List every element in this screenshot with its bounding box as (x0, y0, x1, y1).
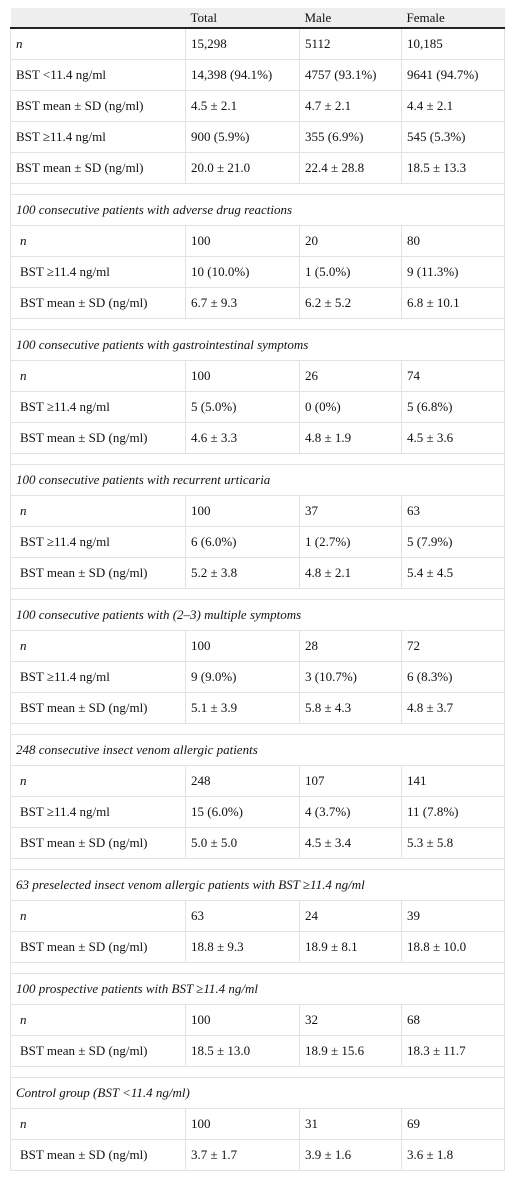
row-label: n (11, 1108, 186, 1139)
cell-male: 107 (300, 765, 402, 796)
cell-male: 26 (300, 360, 402, 391)
cell-total: 10 (10.0%) (186, 256, 300, 287)
cell-female: 5.4 ± 4.5 (402, 557, 505, 588)
header-male: Male (300, 8, 402, 28)
cell-male: 18.9 ± 15.6 (300, 1035, 402, 1066)
section-title: Control group (BST <11.4 ng/ml) (11, 1077, 505, 1108)
section-heading-row (11, 1077, 505, 1108)
spacer-row (11, 453, 505, 464)
cell-female: 39 (402, 900, 505, 931)
cell-female: 72 (402, 630, 505, 661)
table-row (11, 287, 505, 318)
table-row (11, 495, 505, 526)
table-row (11, 526, 505, 557)
cell-female: 68 (402, 1004, 505, 1035)
cell-total: 6 (6.0%) (186, 526, 300, 557)
table-row (11, 121, 505, 152)
spacer-row (11, 962, 505, 973)
cell-total: 5.2 ± 3.8 (186, 557, 300, 588)
table-row (11, 59, 505, 90)
cell-female: 9641 (94.7%) (402, 59, 505, 90)
data-table (10, 8, 505, 1171)
cell-total: 6.7 ± 9.3 (186, 287, 300, 318)
section-heading-row (11, 734, 505, 765)
spacer-cell (11, 318, 505, 329)
cell-total: 5.0 ± 5.0 (186, 827, 300, 858)
table-row (11, 1139, 505, 1170)
table-row (11, 256, 505, 287)
cell-female: 80 (402, 225, 505, 256)
section-title: 100 prospective patients with BST ≥11.4 ng/ml (11, 973, 505, 1004)
table-row (11, 152, 505, 183)
spacer-row (11, 318, 505, 329)
cell-male: 3.9 ± 1.6 (300, 1139, 402, 1170)
cell-male: 1 (5.0%) (300, 256, 402, 287)
row-label: BST mean ± SD (ng/ml) (11, 422, 186, 453)
section-title: 100 consecutive patients with gastrointestinal symptoms (11, 329, 505, 360)
table-row (11, 1004, 505, 1035)
table-row (11, 796, 505, 827)
spacer-cell (11, 1066, 505, 1077)
header-blank (11, 8, 186, 28)
cell-female: 6 (8.3%) (402, 661, 505, 692)
table-row (11, 765, 505, 796)
cell-total: 14,398 (94.1%) (186, 59, 300, 90)
table-row (11, 90, 505, 121)
table-row (11, 630, 505, 661)
spacer-row (11, 858, 505, 869)
section-title: 100 consecutive patients with adverse drug reactions (11, 194, 505, 225)
cell-male: 28 (300, 630, 402, 661)
spacer-row (11, 723, 505, 734)
section-heading-row (11, 329, 505, 360)
cell-male: 4 (3.7%) (300, 796, 402, 827)
section-title: 100 consecutive patients with recurrent urticaria (11, 464, 505, 495)
row-label: n (11, 765, 186, 796)
section-heading-row (11, 464, 505, 495)
cell-total: 20.0 ± 21.0 (186, 152, 300, 183)
row-label: BST <11.4 ng/ml (11, 59, 186, 90)
cell-male: 31 (300, 1108, 402, 1139)
cell-total: 100 (186, 630, 300, 661)
cell-total: 100 (186, 495, 300, 526)
cell-total: 15,298 (186, 28, 300, 59)
cell-total: 4.6 ± 3.3 (186, 422, 300, 453)
cell-male: 4.8 ± 1.9 (300, 422, 402, 453)
header-row (11, 8, 505, 28)
cell-female: 18.8 ± 10.0 (402, 931, 505, 962)
cell-total: 9 (9.0%) (186, 661, 300, 692)
cell-female: 3.6 ± 1.8 (402, 1139, 505, 1170)
table-row (11, 225, 505, 256)
cell-female: 4.5 ± 3.6 (402, 422, 505, 453)
table-row (11, 28, 505, 59)
row-label: n (11, 495, 186, 526)
cell-male: 4.5 ± 3.4 (300, 827, 402, 858)
cell-female: 69 (402, 1108, 505, 1139)
row-label: n (11, 28, 186, 59)
cell-female: 4.8 ± 3.7 (402, 692, 505, 723)
cell-male: 5.8 ± 4.3 (300, 692, 402, 723)
cell-total: 18.8 ± 9.3 (186, 931, 300, 962)
cell-total: 100 (186, 1108, 300, 1139)
spacer-cell (11, 723, 505, 734)
row-label: BST ≥11.4 ng/ml (11, 661, 186, 692)
cell-total: 63 (186, 900, 300, 931)
cell-female: 4.4 ± 2.1 (402, 90, 505, 121)
cell-total: 18.5 ± 13.0 (186, 1035, 300, 1066)
cell-female: 5 (7.9%) (402, 526, 505, 557)
table-row (11, 931, 505, 962)
spacer-cell (11, 588, 505, 599)
row-label: n (11, 1004, 186, 1035)
cell-female: 18.5 ± 13.3 (402, 152, 505, 183)
cell-male: 1 (2.7%) (300, 526, 402, 557)
row-label: BST mean ± SD (ng/ml) (11, 931, 186, 962)
table-row (11, 1108, 505, 1139)
table-row (11, 692, 505, 723)
cell-male: 0 (0%) (300, 391, 402, 422)
spacer-cell (11, 183, 505, 194)
table-row (11, 422, 505, 453)
cell-female: 10,185 (402, 28, 505, 59)
spacer-row (11, 1066, 505, 1077)
table-row (11, 360, 505, 391)
cell-female: 6.8 ± 10.1 (402, 287, 505, 318)
row-label: BST ≥11.4 ng/ml (11, 391, 186, 422)
cell-total: 4.5 ± 2.1 (186, 90, 300, 121)
spacer-cell (11, 858, 505, 869)
table-row (11, 827, 505, 858)
cell-total: 5.1 ± 3.9 (186, 692, 300, 723)
spacer-row (11, 588, 505, 599)
row-label: BST ≥11.4 ng/ml (11, 256, 186, 287)
header-female: Female (402, 8, 505, 28)
header-total: Total (186, 8, 300, 28)
row-label: BST mean ± SD (ng/ml) (11, 287, 186, 318)
cell-total: 100 (186, 1004, 300, 1035)
cell-total: 100 (186, 225, 300, 256)
section-heading-row (11, 973, 505, 1004)
cell-female: 545 (5.3%) (402, 121, 505, 152)
section-heading-row (11, 194, 505, 225)
table-row (11, 557, 505, 588)
table-row (11, 391, 505, 422)
row-label: BST mean ± SD (ng/ml) (11, 1035, 186, 1066)
row-label: BST mean ± SD (ng/ml) (11, 557, 186, 588)
cell-male: 37 (300, 495, 402, 526)
row-label: BST mean ± SD (ng/ml) (11, 1139, 186, 1170)
cell-total: 15 (6.0%) (186, 796, 300, 827)
table-row (11, 661, 505, 692)
cell-female: 5 (6.8%) (402, 391, 505, 422)
row-label: BST mean ± SD (ng/ml) (11, 90, 186, 121)
cell-female: 18.3 ± 11.7 (402, 1035, 505, 1066)
row-label: BST ≥11.4 ng/ml (11, 121, 186, 152)
cell-male: 4.7 ± 2.1 (300, 90, 402, 121)
cell-total: 248 (186, 765, 300, 796)
table-row (11, 900, 505, 931)
cell-total: 3.7 ± 1.7 (186, 1139, 300, 1170)
cell-male: 3 (10.7%) (300, 661, 402, 692)
cell-female: 11 (7.8%) (402, 796, 505, 827)
section-title: 248 consecutive insect venom allergic patients (11, 734, 505, 765)
row-label: BST mean ± SD (ng/ml) (11, 692, 186, 723)
cell-female: 5.3 ± 5.8 (402, 827, 505, 858)
table-header (11, 8, 505, 28)
cell-male: 355 (6.9%) (300, 121, 402, 152)
section-title: 63 preselected insect venom allergic patients with BST ≥11.4 ng/ml (11, 869, 505, 900)
cell-male: 20 (300, 225, 402, 256)
cell-male: 18.9 ± 8.1 (300, 931, 402, 962)
section-title: 100 consecutive patients with (2–3) multiple symptoms (11, 599, 505, 630)
row-label: n (11, 900, 186, 931)
cell-male: 24 (300, 900, 402, 931)
cell-male: 5112 (300, 28, 402, 59)
row-label: n (11, 630, 186, 661)
cell-total: 5 (5.0%) (186, 391, 300, 422)
section-heading-row (11, 869, 505, 900)
cell-male: 32 (300, 1004, 402, 1035)
row-label: BST ≥11.4 ng/ml (11, 526, 186, 557)
cell-male: 4757 (93.1%) (300, 59, 402, 90)
cell-male: 22.4 ± 28.8 (300, 152, 402, 183)
section-heading-row (11, 599, 505, 630)
cell-total: 100 (186, 360, 300, 391)
row-label: BST mean ± SD (ng/ml) (11, 827, 186, 858)
cell-total: 900 (5.9%) (186, 121, 300, 152)
cell-male: 4.8 ± 2.1 (300, 557, 402, 588)
spacer-row (11, 183, 505, 194)
table-body (11, 28, 505, 1170)
cell-female: 141 (402, 765, 505, 796)
cell-female: 74 (402, 360, 505, 391)
row-label: n (11, 225, 186, 256)
table-row (11, 1035, 505, 1066)
spacer-cell (11, 453, 505, 464)
row-label: n (11, 360, 186, 391)
row-label: BST mean ± SD (ng/ml) (11, 152, 186, 183)
row-label: BST ≥11.4 ng/ml (11, 796, 186, 827)
cell-female: 63 (402, 495, 505, 526)
cell-male: 6.2 ± 5.2 (300, 287, 402, 318)
spacer-cell (11, 962, 505, 973)
cell-female: 9 (11.3%) (402, 256, 505, 287)
